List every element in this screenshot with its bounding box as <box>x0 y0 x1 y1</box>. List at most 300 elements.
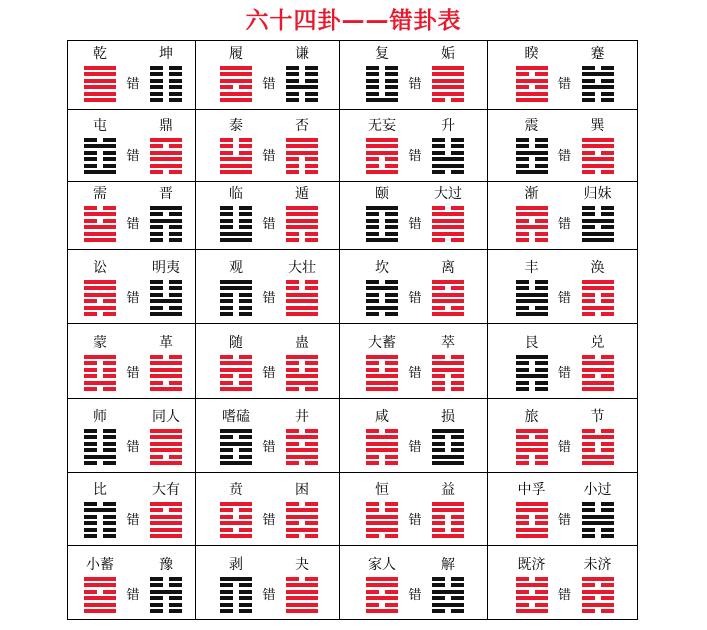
line-segment <box>432 151 445 155</box>
line-segment <box>582 85 614 89</box>
yang-line <box>582 368 614 372</box>
yang-line <box>432 219 464 223</box>
line-segment <box>516 448 548 452</box>
line-segment <box>366 515 398 519</box>
hexagram-right <box>432 502 464 540</box>
line-segment <box>286 429 299 433</box>
line-segment <box>286 502 299 506</box>
yin-line <box>286 280 318 284</box>
cuo-pair-cell <box>488 473 639 546</box>
line-segment <box>150 92 163 96</box>
hexagram-left <box>84 280 116 318</box>
cuo-pair-cell <box>68 110 196 182</box>
line-segment <box>385 85 398 89</box>
yin-line <box>366 299 398 303</box>
yin-line <box>582 312 614 316</box>
line-segment <box>582 157 614 161</box>
line-segment <box>103 361 116 365</box>
yin-line <box>150 355 182 359</box>
line-segment <box>535 232 548 236</box>
hexagram-left <box>516 138 548 176</box>
line-segment <box>84 455 116 459</box>
line-segment <box>582 609 595 613</box>
line-segment <box>535 387 548 391</box>
line-segment <box>516 534 548 538</box>
hexagram-name: 复 <box>375 46 389 62</box>
line-segment <box>239 515 252 519</box>
yang-line <box>220 368 252 372</box>
line-segment <box>601 170 614 174</box>
line-segment <box>150 212 163 216</box>
cuo-pair-cell <box>340 110 488 182</box>
yin-line <box>84 361 116 365</box>
line-segment <box>432 286 445 290</box>
hexagram-name: 嗜磕 <box>222 409 250 425</box>
line-segment <box>84 98 116 102</box>
yang-line <box>84 381 116 385</box>
line-segment <box>150 280 163 284</box>
line-segment <box>286 72 299 76</box>
yin-line <box>220 293 252 297</box>
line-segment <box>432 225 464 229</box>
line-segment <box>220 528 233 532</box>
line-segment <box>366 521 398 525</box>
line-segment <box>366 170 398 174</box>
line-segment <box>286 455 318 459</box>
hexagram-left <box>84 206 116 244</box>
line-segment <box>582 306 614 310</box>
yang-line <box>516 609 548 613</box>
line-segment <box>84 293 116 297</box>
yin-line <box>516 286 548 290</box>
cuo-pair-cell <box>196 250 340 324</box>
yin-line <box>220 144 252 148</box>
yang-line <box>432 293 464 297</box>
line-segment <box>286 448 318 452</box>
line-segment <box>150 286 163 290</box>
line-segment <box>305 429 318 433</box>
yang-line <box>582 138 614 142</box>
cuo-label: 错 <box>557 366 572 381</box>
line-segment <box>432 293 464 297</box>
line-segment <box>432 66 464 70</box>
line-segment <box>366 508 379 512</box>
line-segment <box>220 455 233 459</box>
yin-line <box>150 79 182 83</box>
line-segment <box>169 225 182 229</box>
line-segment <box>169 577 182 581</box>
yin-line <box>150 92 182 96</box>
yin-line <box>286 442 318 446</box>
line-segment <box>220 448 233 452</box>
line-segment <box>516 164 529 168</box>
hexagram-name: 蹇 <box>590 46 605 62</box>
yin-line <box>84 206 116 210</box>
line-segment <box>220 85 233 89</box>
line-segment <box>305 66 318 70</box>
line-segment <box>516 374 548 378</box>
hexagram-right <box>150 429 182 467</box>
line-segment <box>286 312 318 316</box>
yin-line <box>366 66 398 70</box>
line-segment <box>150 461 182 465</box>
yang-line <box>286 590 318 594</box>
yin-line <box>150 98 182 102</box>
line-segment <box>286 442 299 446</box>
line-segment <box>239 306 252 310</box>
line-segment <box>286 280 299 284</box>
yin-line <box>150 583 182 587</box>
line-segment <box>432 603 464 607</box>
line-segment <box>305 92 318 96</box>
yang-line <box>286 85 318 89</box>
yang-line <box>366 583 398 587</box>
yin-line <box>150 212 182 216</box>
line-segment <box>286 232 299 236</box>
line-segment <box>103 138 116 142</box>
yang-line <box>366 151 398 155</box>
cuo-pair-cell <box>68 546 196 621</box>
line-segment <box>516 85 529 89</box>
line-segment <box>516 455 529 459</box>
line-segment <box>150 609 163 613</box>
line-segment <box>305 72 318 76</box>
line-segment <box>516 232 529 236</box>
line-segment <box>601 374 614 378</box>
line-segment <box>150 151 182 155</box>
line-segment <box>366 534 379 538</box>
line-segment <box>582 92 595 96</box>
yang-line <box>84 238 116 242</box>
line-segment <box>286 98 299 102</box>
line-segment <box>150 72 163 76</box>
yin-line <box>150 144 182 148</box>
line-segment <box>220 280 252 284</box>
cuo-label: 错 <box>408 366 422 381</box>
yang-line <box>366 206 398 210</box>
line-segment <box>239 381 252 385</box>
yin-line <box>84 528 116 532</box>
line-segment <box>286 151 318 155</box>
hexagram-right <box>582 502 614 540</box>
yang-line <box>366 138 398 142</box>
hexagram-right <box>582 577 614 615</box>
yang-line <box>366 577 398 581</box>
line-segment <box>385 368 398 372</box>
line-segment <box>84 170 116 174</box>
yang-line <box>150 299 182 303</box>
yin-line <box>582 609 614 613</box>
line-segment <box>582 515 614 519</box>
line-segment <box>220 306 233 310</box>
yang-line <box>84 79 116 83</box>
yin-line <box>366 85 398 89</box>
line-segment <box>220 92 252 96</box>
line-segment <box>432 521 445 525</box>
line-segment <box>305 534 318 538</box>
yang-line <box>432 502 464 506</box>
yin-line <box>286 92 318 96</box>
yin-line <box>150 85 182 89</box>
yin-line <box>84 515 116 519</box>
hexagram-left <box>220 577 252 615</box>
yang-line <box>516 299 548 303</box>
line-segment <box>451 144 464 148</box>
yang-line <box>582 72 614 76</box>
yang-line <box>516 429 548 433</box>
yin-line <box>516 455 548 459</box>
line-segment <box>103 502 116 506</box>
line-segment <box>103 429 116 433</box>
line-segment <box>366 306 398 310</box>
line-segment <box>286 79 299 83</box>
line-segment <box>385 502 398 506</box>
line-segment <box>286 435 318 439</box>
line-segment <box>432 79 464 83</box>
yang-line <box>366 286 398 290</box>
yang-line <box>150 368 182 372</box>
yang-line <box>150 461 182 465</box>
line-segment <box>103 157 116 161</box>
hexagram-name: 屯 <box>93 118 107 134</box>
line-segment <box>150 164 182 168</box>
line-segment <box>432 528 445 532</box>
line-segment <box>84 361 97 365</box>
yin-line <box>220 206 252 210</box>
line-segment <box>366 361 379 365</box>
line-segment <box>84 461 97 465</box>
line-segment <box>84 306 116 310</box>
page-title: 六十四卦——错卦表 <box>245 8 462 34</box>
yin-line <box>286 368 318 372</box>
yang-line <box>582 387 614 391</box>
line-segment <box>366 225 379 229</box>
line-segment <box>239 219 252 223</box>
line-segment <box>150 98 163 102</box>
yang-line <box>516 355 548 359</box>
line-segment <box>432 368 464 372</box>
hexagram-right <box>286 502 318 540</box>
line-segment <box>366 98 398 102</box>
hexagram-right <box>150 355 182 393</box>
yin-line <box>150 577 182 581</box>
line-segment <box>169 455 182 459</box>
line-segment <box>220 461 252 465</box>
cuo-pair-cell <box>196 546 340 621</box>
line-segment <box>220 387 252 391</box>
line-segment <box>84 225 116 229</box>
yang-line <box>286 508 318 512</box>
line-segment <box>582 528 595 532</box>
hexagram-right <box>582 138 614 176</box>
line-segment <box>169 232 182 236</box>
hexagram-left <box>84 66 116 104</box>
line-segment <box>103 312 116 316</box>
yin-line <box>582 293 614 297</box>
yin-line <box>582 151 614 155</box>
line-segment <box>601 583 614 587</box>
yang-line <box>432 157 464 161</box>
line-segment <box>239 583 252 587</box>
yang-line <box>150 515 182 519</box>
yin-line <box>286 170 318 174</box>
line-segment <box>84 534 97 538</box>
line-segment <box>150 138 182 142</box>
yang-line <box>366 609 398 613</box>
line-segment <box>601 442 614 446</box>
yin-line <box>150 238 182 242</box>
line-segment <box>286 508 318 512</box>
yang-line <box>286 293 318 297</box>
yin-line <box>220 609 252 613</box>
yin-line <box>432 609 464 613</box>
cuo-label: 错 <box>126 77 140 92</box>
yang-line <box>286 212 318 216</box>
line-segment <box>516 79 548 83</box>
yang-line <box>286 583 318 587</box>
line-segment <box>432 219 464 223</box>
yin-line <box>220 435 252 439</box>
line-segment <box>305 361 318 365</box>
line-segment <box>451 435 464 439</box>
hexagram-name: 益 <box>441 482 455 498</box>
yin-line <box>150 66 182 70</box>
line-segment <box>84 429 97 433</box>
yin-line <box>150 455 182 459</box>
line-segment <box>582 429 595 433</box>
yin-line <box>286 577 318 581</box>
line-segment <box>84 528 97 532</box>
line-segment <box>286 293 318 297</box>
yin-line <box>220 590 252 594</box>
line-segment <box>169 293 182 297</box>
yin-line <box>582 442 614 446</box>
yin-line <box>582 502 614 506</box>
line-segment <box>601 312 614 316</box>
hexagram-name: 震 <box>524 118 539 134</box>
yin-line <box>432 528 464 532</box>
line-segment <box>516 461 529 465</box>
cuo-pair-cell <box>488 110 639 182</box>
yang-line <box>366 98 398 102</box>
line-segment <box>366 293 379 297</box>
line-segment <box>286 603 318 607</box>
hexagram-name: 大壮 <box>288 260 316 276</box>
cuo-label: 错 <box>262 217 276 232</box>
line-segment <box>582 596 595 600</box>
line-segment <box>169 238 182 242</box>
line-segment <box>535 85 548 89</box>
line-segment <box>150 603 163 607</box>
line-segment <box>286 515 318 519</box>
line-segment <box>239 448 252 452</box>
line-segment <box>516 151 548 155</box>
line-segment <box>169 72 182 76</box>
line-segment <box>432 429 464 433</box>
line-segment <box>582 312 595 316</box>
line-segment <box>516 170 548 174</box>
line-segment <box>239 374 252 378</box>
yin-line <box>582 206 614 210</box>
yin-line <box>432 306 464 310</box>
yin-line <box>84 448 116 452</box>
line-segment <box>582 72 614 76</box>
line-segment <box>432 461 464 465</box>
yang-line <box>432 455 464 459</box>
hexagram-left <box>366 138 398 176</box>
line-segment <box>432 232 464 236</box>
line-segment <box>305 170 318 174</box>
line-segment <box>220 212 233 216</box>
line-segment <box>432 435 445 439</box>
yang-line <box>516 374 548 378</box>
line-segment <box>385 293 398 297</box>
yang-line <box>220 157 252 161</box>
line-segment <box>84 583 116 587</box>
hexagram-name: 中孚 <box>517 482 546 498</box>
line-segment <box>432 508 464 512</box>
line-segment <box>150 312 182 316</box>
yang-line <box>366 170 398 174</box>
line-segment <box>451 355 464 359</box>
line-segment <box>601 609 614 613</box>
yang-line <box>582 381 614 385</box>
yang-line <box>582 603 614 607</box>
hexagram-name: 恒 <box>375 482 389 498</box>
cuo-label: 错 <box>557 291 572 306</box>
yin-line <box>150 286 182 290</box>
yin-line <box>220 528 252 532</box>
yin-line <box>432 515 464 519</box>
line-segment <box>582 299 595 303</box>
yang-line <box>84 286 116 290</box>
line-segment <box>451 138 464 142</box>
line-segment <box>84 515 97 519</box>
yang-line <box>582 238 614 242</box>
line-segment <box>535 577 548 581</box>
hexagram-name: 否 <box>295 118 309 134</box>
yang-line <box>516 508 548 512</box>
line-segment <box>103 515 116 519</box>
yang-line <box>84 212 116 216</box>
line-segment <box>582 583 595 587</box>
yang-line <box>432 164 464 168</box>
line-segment <box>516 225 548 229</box>
yang-line <box>150 164 182 168</box>
hexagram-left <box>84 502 116 540</box>
line-segment <box>169 355 182 359</box>
yang-line <box>220 361 252 365</box>
yin-line <box>84 312 116 316</box>
line-segment <box>385 66 398 70</box>
line-segment <box>150 368 182 372</box>
line-segment <box>516 368 529 372</box>
yin-line <box>366 225 398 229</box>
line-segment <box>169 609 182 613</box>
hexagram-name: 归妹 <box>583 186 612 202</box>
cuo-label: 错 <box>408 217 422 232</box>
line-segment <box>366 596 398 600</box>
line-segment <box>169 306 182 310</box>
yang-line <box>84 72 116 76</box>
line-segment <box>366 609 398 613</box>
line-segment <box>286 144 318 148</box>
yin-line <box>366 280 398 284</box>
yang-line <box>84 306 116 310</box>
yin-line <box>516 577 548 581</box>
yin-line <box>516 515 548 519</box>
hexagram-name: 需 <box>93 186 107 202</box>
